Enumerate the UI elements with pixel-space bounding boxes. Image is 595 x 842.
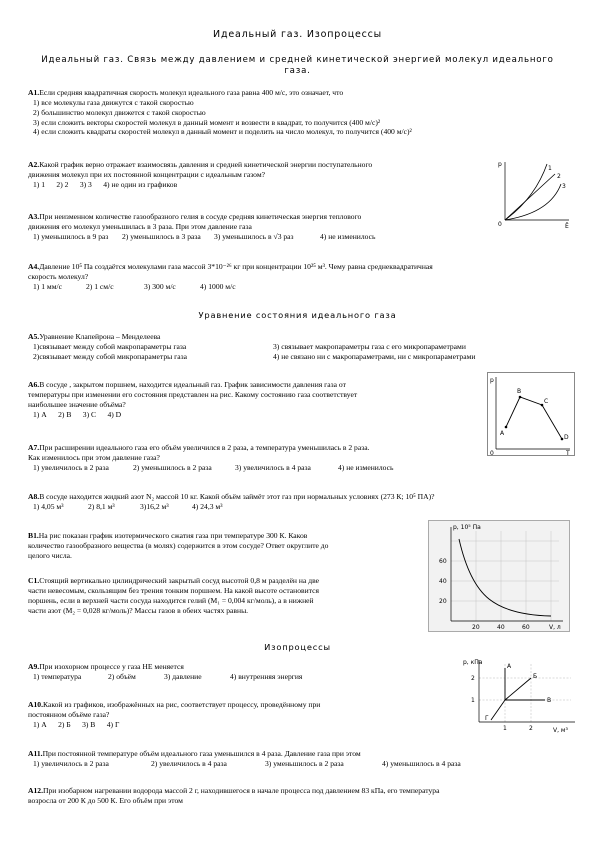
question-a12 (28, 786, 439, 806)
answer-option-2: 2) объём (108, 671, 136, 681)
tick-label-x-60: 60 (522, 624, 530, 631)
curve-label-2: 2 (557, 173, 561, 180)
question-number: А1. (28, 88, 40, 97)
question-a4 (28, 262, 433, 292)
question-text: При расширении идеального газа его объём увеличился в 2 раза, а температура уменьшилась в 2 раза. (39, 443, 370, 452)
question-number: А9. (28, 662, 40, 671)
answer-option-3: 3) связывает макропараметры газа с его микропараметрами (273, 341, 466, 351)
answer-option-2: 2) большинство молекул движется с такой скоростью (33, 107, 206, 117)
answer-option-1: 1)связывает между собой макропараметры газа (33, 341, 187, 351)
figure-a9-graph (461, 656, 579, 736)
question-text: Давление 10⁵ Па создаётся молекулами газа массой 3*10⁻²⁶ кг при концентрации 10²⁵ м³. Чему равна среднеквадратичная (39, 262, 433, 271)
question-text-continued: количество газообразного вещества (в молях) содержится в этом сосуде? Ответ округлите до (28, 540, 329, 550)
answer-option-4: 4) если сложить квадраты скоростей молекул в данный момент и поделить на число молекул, то получится (400 м/с)² (33, 127, 412, 137)
origin-label: 0 (490, 450, 494, 455)
answer-option-3: 3) увеличилось в 4 раза (235, 462, 311, 472)
tick-label-y-1: 1 (471, 697, 475, 704)
answer-option-2: 2) 1 см/с (86, 281, 114, 291)
answer-option-3: 3) уменьшилось в 2 раза (265, 758, 344, 768)
answer-options: 1) А 2) Б 3) В 4) Г (33, 719, 120, 729)
answer-option-1: 1) температура (33, 671, 82, 681)
question-text-continued: движения его молекул уменьшилась в 3 раза. При этом давление газа (28, 221, 252, 231)
figure-a2-graph (495, 158, 573, 228)
question-number: А4. (28, 262, 40, 271)
section-heading-ideal-gas: Идеальный газ. Связь между давлением и средней кинетической энергией молекул идеального газа. (41, 55, 554, 76)
question-number: А11. (28, 749, 43, 758)
axis-label-p: p, кПа (463, 659, 483, 666)
question-text: В сосуде находится жидкий азот N₂ массой 10 кг. Какой объём займёт этот газ при нормальных условиях (273 К; 10⁵ ПА)? (39, 492, 435, 501)
question-a3 (28, 212, 375, 242)
question-text: Стоящий вертикально цилиндрический закрытый сосуд высотой 0,8 м разделён на две (39, 576, 320, 585)
curve-label-1: 1 (548, 165, 552, 172)
question-text-continued: возросла от 200 К до 500 К. Его объём при этом (28, 795, 183, 805)
question-a11 (28, 749, 461, 769)
question-text-continued: части невесомым, скользящим без трения тонким поршнем. На какой высоте остановится (28, 585, 319, 595)
tick-label-x-1: 1 (503, 725, 507, 732)
question-text-continued: движения молекул при их постоянной концентрации с идеальным газом? (28, 169, 266, 179)
answer-option-1: 1) все молекулы газа движутся с такой скоростью (33, 97, 194, 107)
question-a5 (28, 332, 475, 362)
question-number: В1. (28, 531, 39, 540)
tick-label-y-60: 60 (439, 558, 447, 565)
tick-label-y-40: 40 (439, 578, 447, 585)
section-heading-isoprocesses: Изопроцессы (264, 642, 331, 652)
question-text-continued: части азот (М₂ = 0,028 кг/моль)? Массы газов в обеих частях равны. (28, 605, 249, 615)
question-a10 (28, 700, 320, 730)
figure-a6-graph (487, 372, 575, 456)
question-text: На рис показан график изотермического сжатия газа при температуре 300 К. Каков (38, 531, 308, 540)
axis-label-v: V, м³ (553, 727, 568, 734)
point-label-a: A (500, 430, 505, 437)
answer-option-4: 4) не изменилось (338, 462, 394, 472)
question-text: При неизменном количестве газообразного гелия в сосуде средняя кинетическая энергия теплового (39, 212, 362, 221)
answer-option-1: 1) увеличилось в 2 раза (33, 462, 109, 472)
page-title: Идеальный газ. Изопроцессы (213, 29, 382, 40)
axis-label-t: T (566, 450, 570, 455)
answer-option-2: 2) уменьшилось в 2 раза (133, 462, 212, 472)
line-label-g: Г (485, 715, 489, 722)
answer-option-1: 1) уменьшилось в 9 раз (33, 231, 109, 241)
axis-label-p: p, 10⁵ Па (453, 524, 481, 531)
question-text: Какой график верно отражает взаимосвязь давления и средней кинетической энергии поступательного (39, 160, 373, 169)
answer-option-3: 3) уменьшилось в √3 раз (214, 231, 294, 241)
answer-option-1: 1) увеличилось в 2 раза (33, 758, 109, 768)
answer-options: 1) А 2) В 3) С 4) D (33, 409, 122, 419)
answer-option-2: 2)связывает между собой микропараметры газа (33, 351, 187, 361)
question-number: А6. (28, 380, 40, 389)
question-a1 (28, 88, 412, 137)
tick-label-y-2: 2 (471, 675, 475, 682)
line-label-v: В (547, 697, 552, 704)
line-label-b: Б (533, 673, 538, 680)
question-number: А7. (28, 443, 40, 452)
tick-label-x-2: 2 (529, 725, 533, 732)
answer-option-4: 4) внутренняя энергия (230, 671, 303, 681)
point-label-d: D (564, 434, 569, 441)
axis-label-v: V, л (549, 624, 561, 631)
question-a8 (28, 492, 435, 512)
tick-label-x-20: 20 (472, 624, 480, 631)
answer-option-1: 1) 4,05 м³ (33, 501, 64, 511)
section-heading-state-equation: Уравнение состояния идеального газа (198, 310, 397, 320)
question-text-continued: поршень, если в верхней части сосуда находится гелий (М₁ = 0,004 кг/моль), а в нижней (28, 595, 314, 605)
answer-option-3: 3) давление (164, 671, 202, 681)
answer-option-3: 3) если сложить векторы скоростей молекул в данный момент и возвести в квадрат, то получится (400 м/с)² (33, 117, 381, 127)
tick-label-y-20: 20 (439, 598, 447, 605)
line-label-a: А (507, 663, 512, 670)
point-label-b: B (517, 388, 522, 395)
question-number: С1. (28, 576, 40, 585)
answer-option-2: 2) увеличилось в 4 раза (151, 758, 227, 768)
question-text: В сосуде , закрытом поршнем, находится идеальный газ. График зависимости давления газа от (39, 380, 346, 389)
figure-b1-graph (428, 520, 570, 632)
question-text: При изохорном процессе у газа НЕ меняется (39, 662, 184, 671)
question-number: А2. (28, 160, 40, 169)
answer-option-1: 1) 1 мм/с (33, 281, 63, 291)
question-text-continued: Как изменилось при этом давление газа? (28, 452, 160, 462)
axis-label-e: Ē (565, 223, 569, 228)
answer-options: 1) 1 2) 2 3) 3 4) не один из графиков (33, 179, 178, 189)
question-c1 (28, 576, 319, 615)
question-a2 (28, 160, 372, 190)
question-number: А10. (28, 700, 43, 709)
tick-label-x-40: 40 (497, 624, 505, 631)
question-a6 (28, 380, 357, 419)
answer-option-4: 4) 1000 м/с (200, 281, 236, 291)
axis-label-p: p (498, 161, 502, 168)
answer-option-4: 4) не изменилось (320, 231, 376, 241)
question-text: При изобарном нагревании водорода массой 2 г, находившегося в начале процесса под давлением 83 кПа, его температура (42, 786, 440, 795)
question-text: Уравнение Клапейрона – Менделеева (39, 332, 161, 341)
answer-option-2: 2) 8,1 м³ (88, 501, 115, 511)
curve-label-3: 3 (562, 183, 566, 190)
question-text-continued: целого числа. (28, 550, 72, 560)
answer-option-2: 2) уменьшилось в 3 раза (122, 231, 201, 241)
question-text: Если средняя квадратичная скорость молекул идеального газа равна 400 м/с, это означает, что (39, 88, 344, 97)
question-text-continued: скорость молекул? (28, 271, 89, 281)
question-number: А5. (28, 332, 40, 341)
question-text: Какой из графиков, изображённых на рис, соответствует процессу, проведённому при (42, 700, 321, 709)
question-b1 (28, 531, 328, 561)
question-text: При постоянной температуре объём идеального газа уменьшился в 4 раза. Давление газа при этом (42, 749, 361, 758)
answer-option-3: 3) 300 м/с (144, 281, 176, 291)
answer-option-4: 4) уменьшилось в 4 раза (382, 758, 461, 768)
question-text-continued: наибольшее значение объёма? (28, 399, 126, 409)
question-number: А3. (28, 212, 40, 221)
point-label-c: C (544, 398, 549, 405)
question-a9 (28, 662, 302, 682)
answer-option-4: 4) не связано ни с макропараметрами, ни с микропараметрами (273, 351, 476, 361)
origin-label: 0 (498, 221, 502, 228)
answer-option-3: 3)16,2 м³ (140, 501, 169, 511)
question-text-continued: постоянном объёме газа? (28, 709, 110, 719)
axis-label-p: p (490, 377, 494, 384)
question-text-continued: температуры при изменении его состояния представлен на рис. Какому состоянию газа соответствует (28, 389, 358, 399)
question-number: А8. (28, 492, 40, 501)
question-number: А12. (28, 786, 43, 795)
answer-option-4: 4) 24,3 м³ (192, 501, 223, 511)
question-a7 (28, 443, 393, 473)
